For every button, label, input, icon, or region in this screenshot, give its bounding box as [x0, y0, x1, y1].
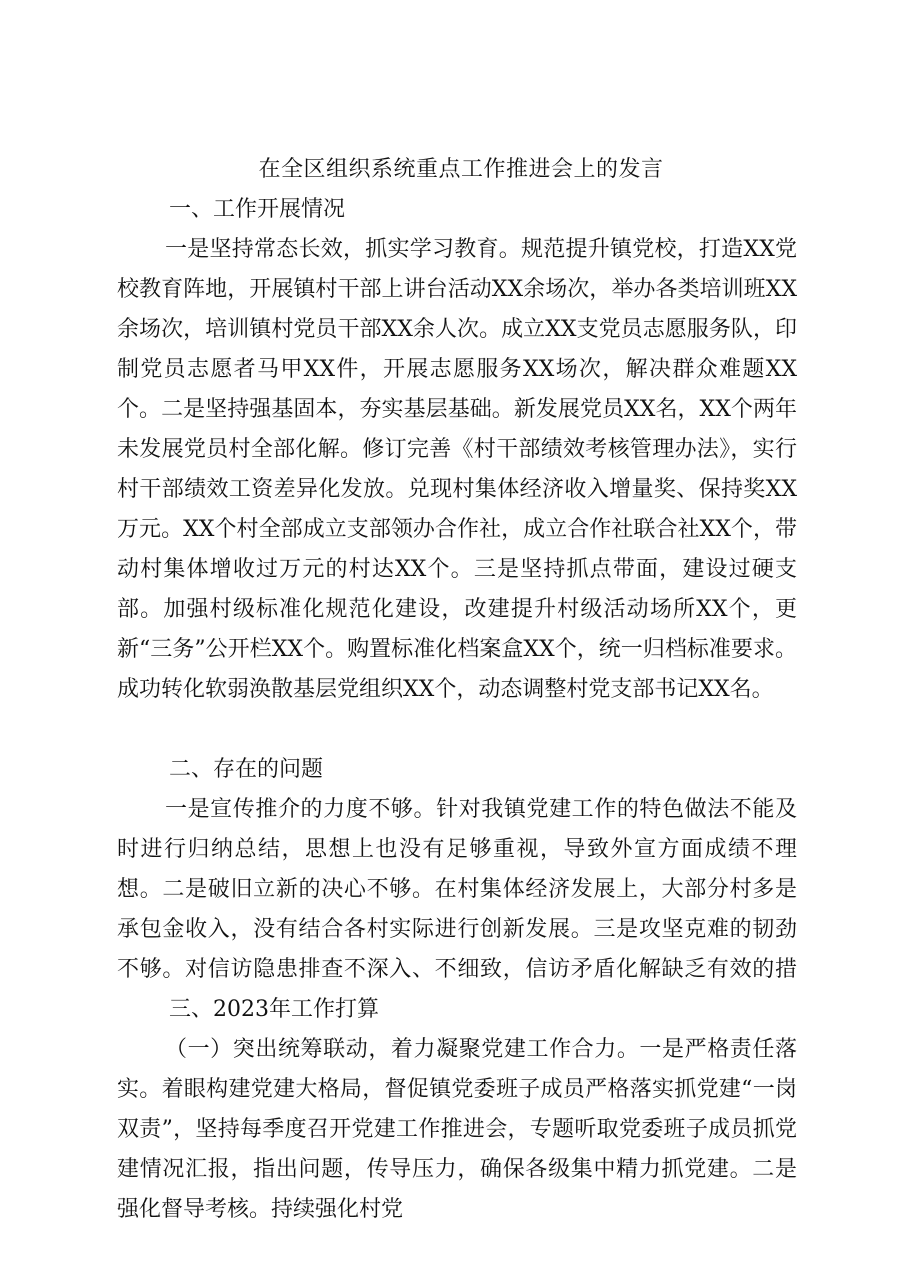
section-paragraph-work-progress: 一是坚持常态长效，抓实学习教育。规范提升镇党校，打造XX党校教育阵地，开展镇村干部上讲台活动XX余场次，举办各类培训班XX余场次，培训镇村党员干部XX余人次。成立XX支党员志愿服务队，印制党员志愿者马甲XX件，开展志愿服务XX场次，解决群众难题XX个。二是坚持强基固本，夯实基层基础。新发展党员XX名，XX个两年未发展党员村全部化解。修订完善《村干部绩效考核管理办法》，实行村干部绩效工资差异化发放。兑现村集体经济收入增量奖、保持奖XX万元。XX个村全部成立支部领办合作社，成立合作社联合社XX个，带动村集体增收过万元的村达XX个。三是坚持抓点带面，建设过硬支部。加强村级标准化规范化建设，改建提升村级活动场所XX个，更新“三务”公开栏XX个。购置标准化档案盒XX个，统一归档标准要求。成功转化软弱涣散基层党组织XX个，动态调整村党支部书记XX名。: [117, 237, 797, 702]
section-paragraph-work-plan: （一）突出统筹联动，着力凝聚党建工作合力。一是严格责任落实。着眼构建党建大格局，督促镇党委班子成员严格落实抓党建“一岗双责”，坚持每季度召开党建工作推进会，专题听取党委班子成员抓党建情况汇报，指出问题，传导压力，确保各级集中精力抓党建。二是强化督导考核。持续强化村党: [117, 1037, 797, 1222]
document-title: 在全区组织系统重点工作推进会上的发言: [258, 157, 664, 182]
section-heading-work-progress: 一、工作开展情况: [169, 197, 346, 222]
section-paragraph-problems: 一是宣传推介的力度不够。针对我镇党建工作的特色做法不能及时进行归纳总结，思想上也没有足够重视，导致外宣方面成绩不理想。二是破旧立新的决心不够。在村集体经济发展上，大部分村多是承包金收入，没有结合各村实际进行创新发展。三是攻坚克难的韧劲不够。对信访隐患排查不深入、不细致，信访矛盾化解缺乏有效的措: [117, 797, 797, 982]
document-body: [117, 150, 797, 1230]
section-heading-work-plan: 三、2023年工作打算: [169, 997, 379, 1022]
section-heading-problems: 二、存在的问题: [169, 757, 324, 782]
